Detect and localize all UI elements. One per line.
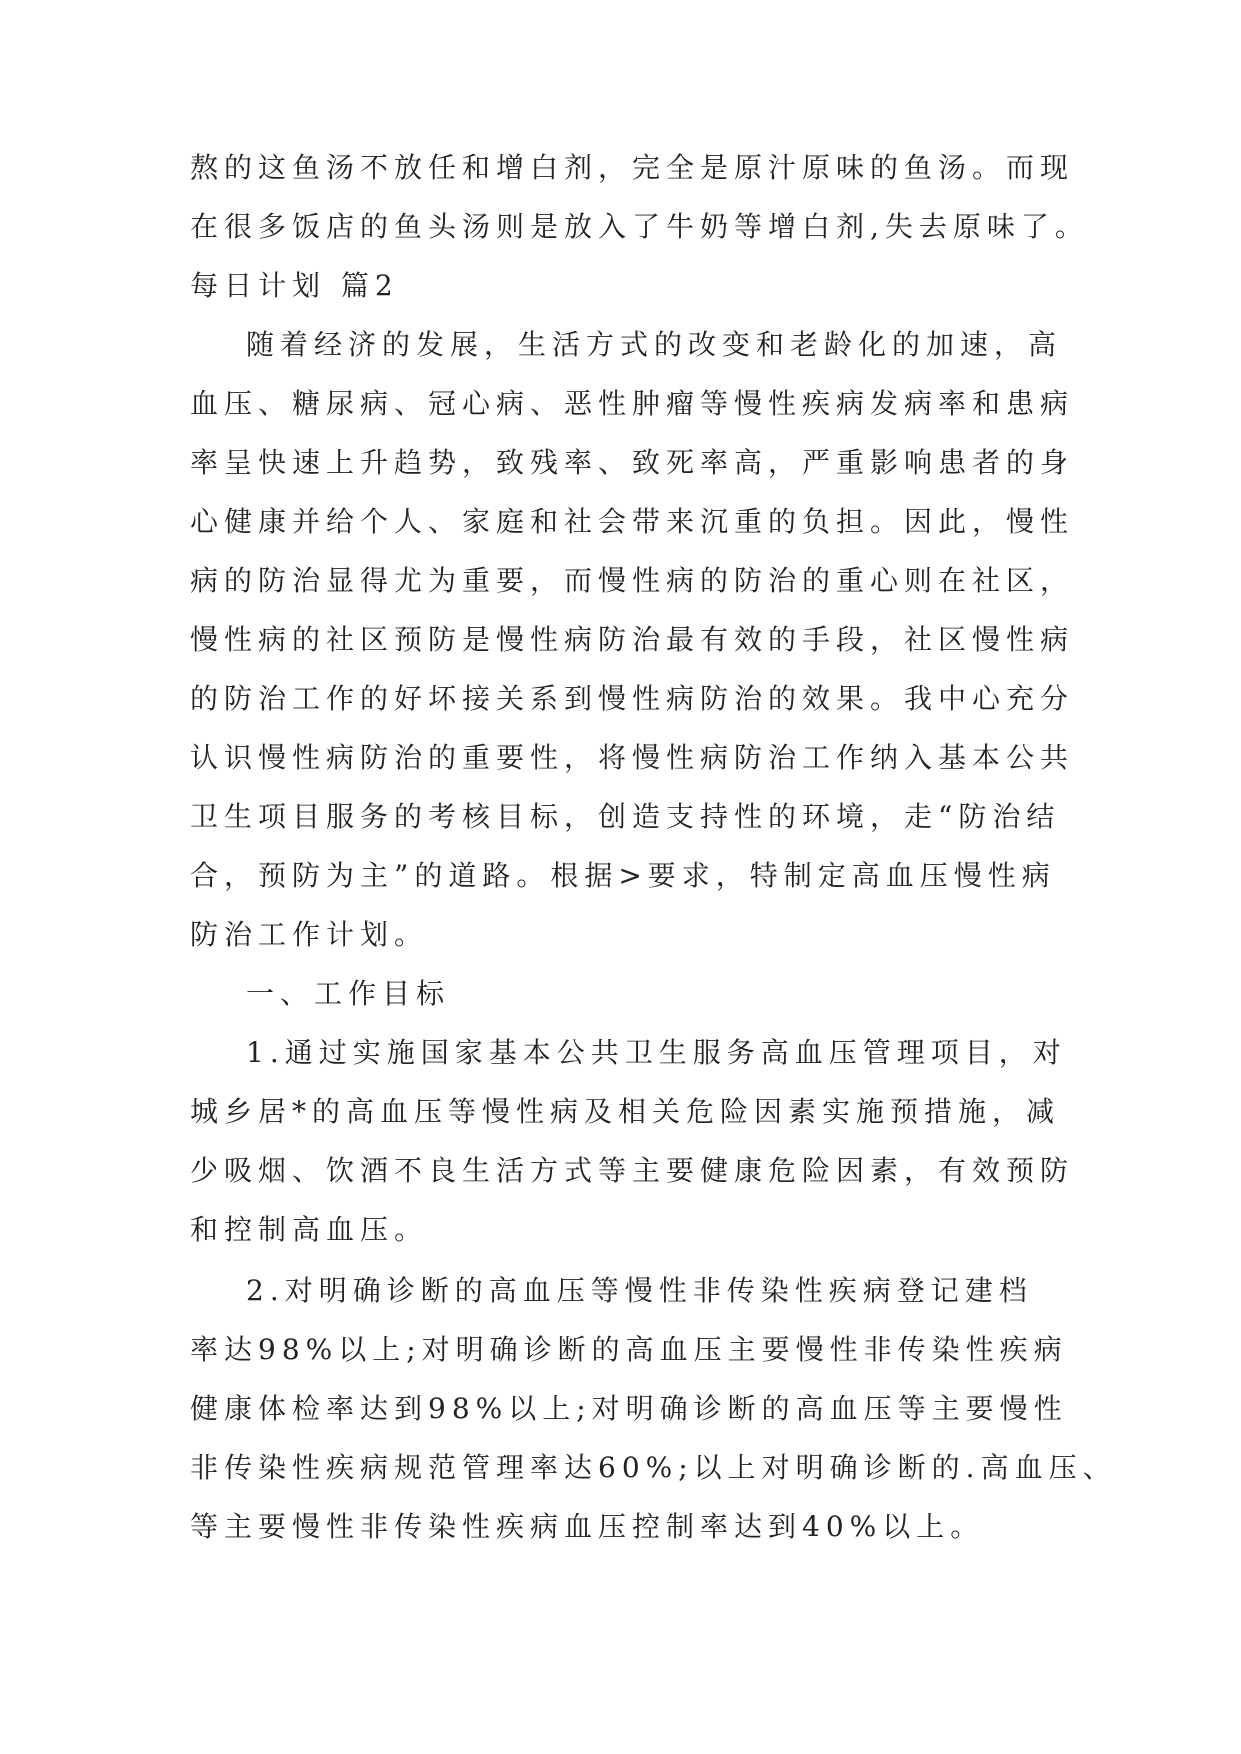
- paragraph-line-9: 卫生项目服务的考核目标，创造支持性的环境，走“防治结: [190, 800, 1061, 833]
- paragraph-line-5: 病的防治显得尤为重要，而慢性病的防治的重心则在社区，: [190, 564, 1075, 597]
- paragraph-line-7: 的防治工作的好坏接关系到慢性病防治的效果。我中心充分: [190, 682, 1075, 715]
- goal-1-line-1: 1.通过实施国家基本公共卫生服务高血压管理项目，对: [246, 1036, 1067, 1069]
- goal-1-line-3: 少吸烟、饮酒不良生活方式等主要健康危险因素，有效预防: [190, 1154, 1075, 1187]
- goal-1-line-2: 城乡居*的高血压等慢性病及相关危险因素实施预措施，减: [190, 1095, 1061, 1128]
- text-line-2: 在很多饭店的鱼头汤则是放入了牛奶等增白剂,失去原味了。: [190, 210, 1089, 243]
- goal-2-line-5: 等主要慢性非传染性疾病血压控制率达到40%以上。: [190, 1510, 985, 1543]
- goal-2-line-4: 非传染性疾病规范管理率达60%;以上对明确诊断的.高血压、: [190, 1451, 1117, 1484]
- goal-1-line-4: 和控制高血压。: [190, 1213, 429, 1246]
- paragraph-line-4: 心健康并给个人、家庭和社会带来沉重的负担。因此，慢性: [190, 505, 1075, 538]
- paragraph-line-6: 慢性病的社区预防是慢性病防治最有效的手段，社区慢性病: [190, 623, 1075, 656]
- paragraph-line-10: 合，预防为主”的道路。根据>要求，特制定高血压慢性病: [190, 859, 1056, 892]
- subheading-work-goals: 一、工作目标: [246, 977, 451, 1010]
- section-heading: 每日计划 篇2: [190, 269, 399, 302]
- paragraph-line-1: 随着经济的发展，生活方式的改变和老龄化的加速，高: [246, 328, 1063, 361]
- paragraph-line-2: 血压、糖尿病、冠心病、恶性肿瘤等慢性疾病发病率和患病: [190, 387, 1075, 420]
- text-line-1: 熬的这鱼汤不放任和增白剂，完全是原汁原味的鱼汤。而现: [190, 151, 1075, 184]
- paragraph-line-11: 防治工作计划。: [190, 918, 429, 951]
- paragraph-line-8: 认识慢性病防治的重要性，将慢性病防治工作纳入基本公共: [190, 741, 1075, 774]
- goal-2-line-1: 2.对明确诊断的高血压等慢性非传染性疾病登记建档: [246, 1274, 1033, 1307]
- paragraph-line-3: 率呈快速上升趋势，致残率、致死率高，严重影响患者的身: [190, 446, 1075, 479]
- goal-2-line-3: 健康体检率达到98%以上;对明确诊断的高血压等主要慢性: [190, 1392, 1068, 1425]
- goal-2-line-2: 率达98%以上;对明确诊断的高血压主要慢性非传染性疾病: [190, 1333, 1068, 1366]
